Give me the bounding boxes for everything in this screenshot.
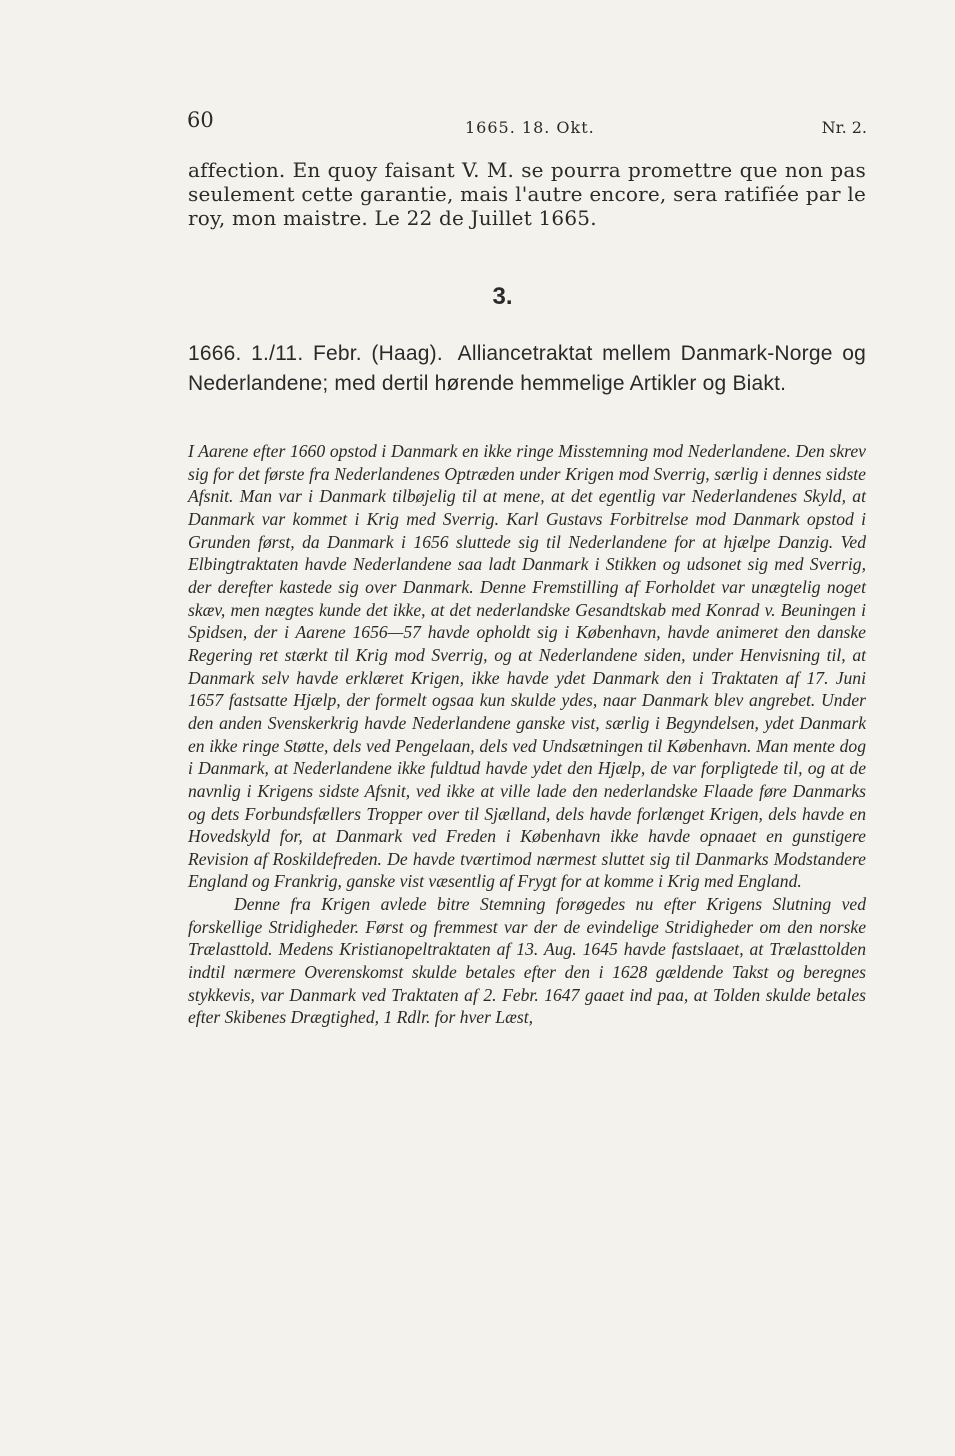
commentary-paragraph-2: Denne fra Krigen avlede bitre Stemning forøgedes nu efter Krigens Slutning ved forskellige Stridigheder. Først og fremmest var der de evindelige Stridigheder om den norske Trælasttold. Medens Kristianopeltraktaten af 13. Aug. 1645 havde fastslaaet, at Trælasttolden indtil nærmere Overenskomst skulde betales efter den i 1628 gældende Takst og beregnes stykkevis, var Danmark ved Traktaten af 2. Febr. 1647 gaaet ind paa, at Tolden skulde betales efter Skibenes Drægtighed, 1 Rdlr. for hver Læst, bbox=[188, 894, 866, 1028]
commentary-paragraph-1: I Aarene efter 1660 opstod i Danmark en ikke ringe Misstemning mod Nederlandene. Den skrev sig for det første fra Nederlandenes Optræden under Krigen mod Sverrig, særlig i dennes sidste Afsnit. Man var i Danmark tilbøjelig til at mene, at det egentlig var Nederlandenes Skyld, at Danmark var kommet i Krig med Sverrig. Karl Gustavs Forbitrelse mod Danmark opstod i Grunden først, da Danmark i 1656 sluttede sig til Nederlandene for at hjælpe Danzig. Ved Elbingtraktaten havde Nederlandene saa ladt Danmark i Stikken og udsonet sig med Sverrig, der derefter kastede sig over Danmark. Denne Fremstilling af Forholdet var unægtelig noget skæv, men nægtes kunde det ikke, at det nederlandske Gesandtskab med Konrad v. Beuningen i Spidsen, der i Aarene 1656—57 havde opholdt sig i København, havde animeret den danske Regering ret stærkt til Krig mod Sverrig, og at Nederlandene siden, under Henvisning til, at Danmark selv havde erklæret Krigen, ikke havde ydet Danmark den i Traktaten af 17. Juni 1657 fastsatte Hjælp, der formelt ogsaa kun skulde ydes, naar Danmark blev angrebet. Under den anden Svenskerkrig havde Nederlandene ganske vist, særlig i Begyndelsen, ydet Danmark en ikke ringe Støtte, dels ved Pengelaan, dels ved Undsætningen til København. Man mente dog i Danmark, at Nederlandene ikke fuldtud havde ydet den Hjælp, de var forpligtede til, og at de navnlig i Krigens sidste Afsnit, ved ikke at ville lade den nederlandske Flaade føre Danmarks og dets Forbundsfællers Tropper over til Sjælland, dels havde forlænget Krigen, dels havde en Hovedskyld for, at Danmark ved Freden i København ikke havde opnaaet en gunstigere Revision af Roskildefreden. De havde tværtimod nærmest sluttet sig til Danmarks Modstandere England og Frankrig, ganske vist væsentlig af Frygt for at komme i Krig med England. bbox=[188, 441, 866, 892]
intro-paragraph: affection. En quoy faisant V. M. se pourra promettre que non pas seulement cette garantie, mais l'autre encore, sera ratifiée par le roy, mon maistre. Le 22 de Juillet 1665. bbox=[188, 158, 866, 230]
section-number: 3. bbox=[492, 283, 513, 310]
document-heading bbox=[188, 339, 866, 399]
commentary-body bbox=[188, 440, 866, 1029]
header-date: 1665. 18. Okt. bbox=[465, 118, 595, 137]
page-number: 60 bbox=[187, 108, 214, 132]
header-document-number: Nr. 2. bbox=[821, 118, 867, 137]
document-title: Alliancetraktat mellem Danmark-Norge og Nederlandene; med dertil hørende hemmelige Artikler og Biakt. bbox=[188, 342, 866, 395]
document-date: 1666. 1./11. Febr. (Haag). bbox=[188, 342, 443, 365]
page-header bbox=[187, 108, 867, 138]
